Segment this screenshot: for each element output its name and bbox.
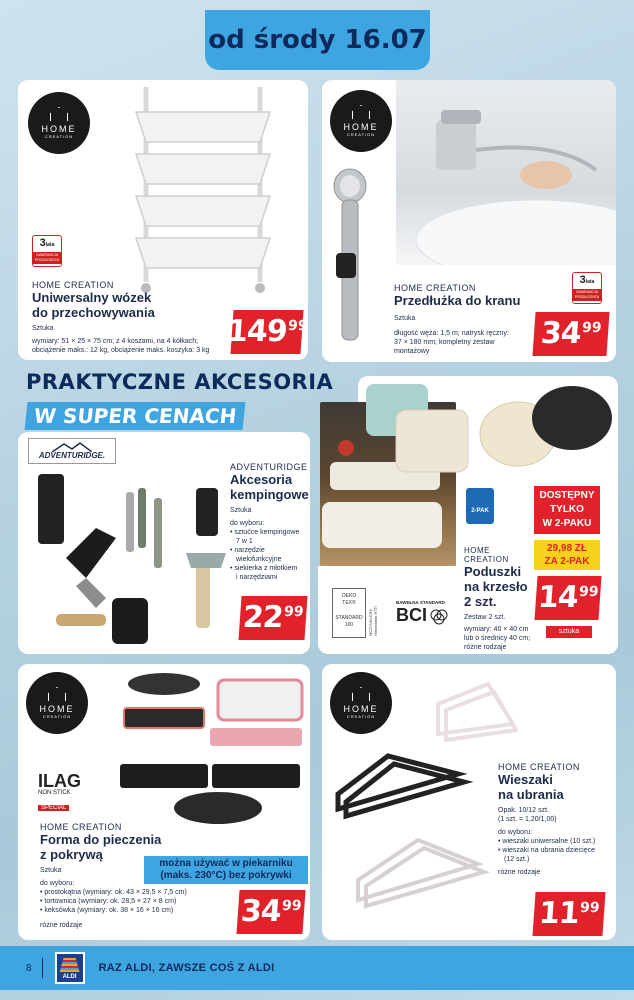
option-item: • wieszaki uniwersalne (10 szt.) <box>498 838 596 845</box>
option-item: • sztućce kempingowe <box>230 529 300 536</box>
unit-label: Sztuka <box>230 507 252 514</box>
product-details: montażowy <box>394 348 430 355</box>
option-item: • narzędzie <box>230 547 265 554</box>
house-icon <box>48 687 66 701</box>
product-card-baking-forms[interactable] <box>18 664 310 940</box>
bci-label: BAWEŁNA STANDARD <box>396 600 445 605</box>
brand-label: HOME CREATION <box>40 822 122 832</box>
product-details: lub o średnicy 40 cm; <box>464 635 531 642</box>
page-footer <box>0 946 634 990</box>
product-name: Przedłużka do kranu <box>394 293 521 308</box>
product-details: obciążenie maks.: 12 kg, obciążenie maks. koszyka: 3 kg <box>32 347 210 354</box>
page-number: 8 <box>26 962 32 974</box>
product-name: z pokrywą <box>40 847 103 862</box>
warranty-badge: 3lata GWARANCJA PRODUCENTA <box>32 235 62 267</box>
variants-label: różne rodzaje <box>40 922 83 929</box>
product-name: na krzesło <box>464 579 528 594</box>
product-name: Forma do pieczenia <box>40 832 162 847</box>
shower-head-image <box>328 168 383 343</box>
option-item: 7 w 1 <box>236 538 253 545</box>
product-name: Uniwersalny wózek <box>32 290 152 305</box>
date-banner: od środy 16.07 <box>205 10 430 70</box>
option-item: • tortownica (wymiary: ok. 28,5 × 27 × 8 cm) <box>40 898 177 905</box>
product-name: 2 szt. <box>464 594 497 609</box>
cushions-image <box>356 378 616 488</box>
option-item: • siekierka z młotkiem <box>230 565 298 572</box>
product-name: Akcesoria <box>230 472 293 487</box>
pack-label: Opak. 10/12 szt. <box>498 807 549 814</box>
product-card-hangers[interactable] <box>322 664 616 940</box>
product-name: na ubrania <box>498 787 564 802</box>
price-tag: 34 99 <box>236 890 305 934</box>
aldi-logo[interactable]: ALDI <box>55 952 85 984</box>
product-card-cushions[interactable] <box>318 376 618 654</box>
product-card-storage-cart[interactable] <box>18 80 308 360</box>
promo-badge: DOSTĘPNY TYLKO W 2-PAKU <box>534 486 600 534</box>
pack-badge: 2-PAK <box>466 488 494 524</box>
product-details: wymiary: 40 × 40 cm <box>464 626 529 633</box>
product-name: Wieszaki <box>498 772 553 787</box>
footer-divider <box>42 958 43 978</box>
option-item: i narzędziami <box>236 574 278 581</box>
option-item: (12 szt.) <box>504 856 530 863</box>
unit-label: Zestaw 2 szt. <box>464 614 506 621</box>
ilag-badge: ILAG NON STICK SPECIAL <box>38 771 81 811</box>
bathroom-photo <box>396 80 616 265</box>
bci-logo: BCI <box>396 605 427 625</box>
price-tag: 149 99 <box>230 310 303 354</box>
product-details: 37 × 180 mm; kompletny zestaw <box>394 339 495 346</box>
adventuridge-logo: ADVENTURIDGE. <box>28 438 116 464</box>
price-tag: 14 99 <box>534 576 601 620</box>
warranty-badge: 3lata GWARANCJA PRODUCENTA <box>572 272 602 304</box>
option-item: wielofunkcyjne <box>236 556 282 563</box>
house-icon <box>50 107 68 121</box>
section-headline: PRAKTYCZNE AKCESORIA <box>26 370 334 394</box>
unit-label: Sztuka <box>40 867 62 874</box>
home-creation-logo: HOME CREATION <box>330 672 392 734</box>
brand-label: HOME CREATION <box>32 280 114 290</box>
choice-label: do wyboru: <box>230 520 265 527</box>
option-item: • prostokątna (wymiary: ok. 43 × 29,5 × 7,5 cm) <box>40 889 187 896</box>
product-name: Poduszki <box>464 564 522 579</box>
brand-label: HOME CREATION <box>394 283 476 293</box>
brand-label: HOME CREATION <box>464 546 509 564</box>
baking-forms-image <box>118 666 308 836</box>
choice-label: do wyboru: <box>40 880 75 887</box>
home-creation-logo: HOME CREATION <box>28 92 90 154</box>
unit-label: Sztuka <box>394 315 416 322</box>
option-item: • wieszaki na ubrania dziecięce <box>498 847 596 854</box>
oeko-tex-code: MCZ7NSLCR9 Hohenstein HTTI <box>368 605 378 636</box>
product-card-camping[interactable] <box>18 432 310 654</box>
price-tag: 22 99 <box>238 596 307 640</box>
aldi-stripes <box>60 958 80 972</box>
home-creation-logo: HOME CREATION <box>330 90 392 152</box>
brand-label: ADVENTURIDGE <box>230 462 308 472</box>
product-card-tap-extension[interactable] <box>322 80 616 362</box>
cotton-icon <box>429 607 449 625</box>
product-details: wymiary: 51 × 25 × 75 cm; z 4 koszami, na 4 kółkach; <box>32 338 199 345</box>
product-name: do przechowywania <box>32 305 155 320</box>
hangers-image <box>328 664 518 940</box>
footer-slogan: RAZ ALDI, ZAWSZE COŚ Z ALDI <box>98 962 275 974</box>
pack-unit-price: (1 szt. = 1,20/1,00) <box>498 816 557 823</box>
oven-note: można używać w piekarniku (maks. 230°C) bez pokrywki <box>144 856 308 884</box>
choice-label: do wyboru: <box>498 829 533 836</box>
unit-label: Sztuka <box>32 325 54 332</box>
home-creation-logo: HOME CREATION <box>26 672 88 734</box>
price-tag: 34 99 <box>532 312 609 356</box>
brand-label: HOME CREATION <box>498 762 580 772</box>
variants-label: różne rodzaje <box>498 869 541 876</box>
oeko-tex-badge: OEKO TEX® STANDARD 100 <box>332 588 366 638</box>
option-item: • keksówka (wymiary: ok. 38 × 16 × 16 cm) <box>40 907 174 914</box>
per-unit-label: sztuka <box>546 626 592 638</box>
product-details: długość węża: 1,5 m; natrysk ręczny: <box>394 330 509 337</box>
price-tag: 11 99 <box>532 892 605 936</box>
camping-tools-image <box>26 468 226 650</box>
pack-price-badge: 29,98 ZŁ ZA 2-PAK <box>534 540 600 570</box>
product-details: różne rodzaje <box>464 644 507 651</box>
section-subheadline: W SUPER CENACH <box>25 402 246 430</box>
house-icon <box>352 105 370 119</box>
product-name: kempingowe <box>230 487 309 502</box>
storage-cart-image <box>128 82 278 297</box>
